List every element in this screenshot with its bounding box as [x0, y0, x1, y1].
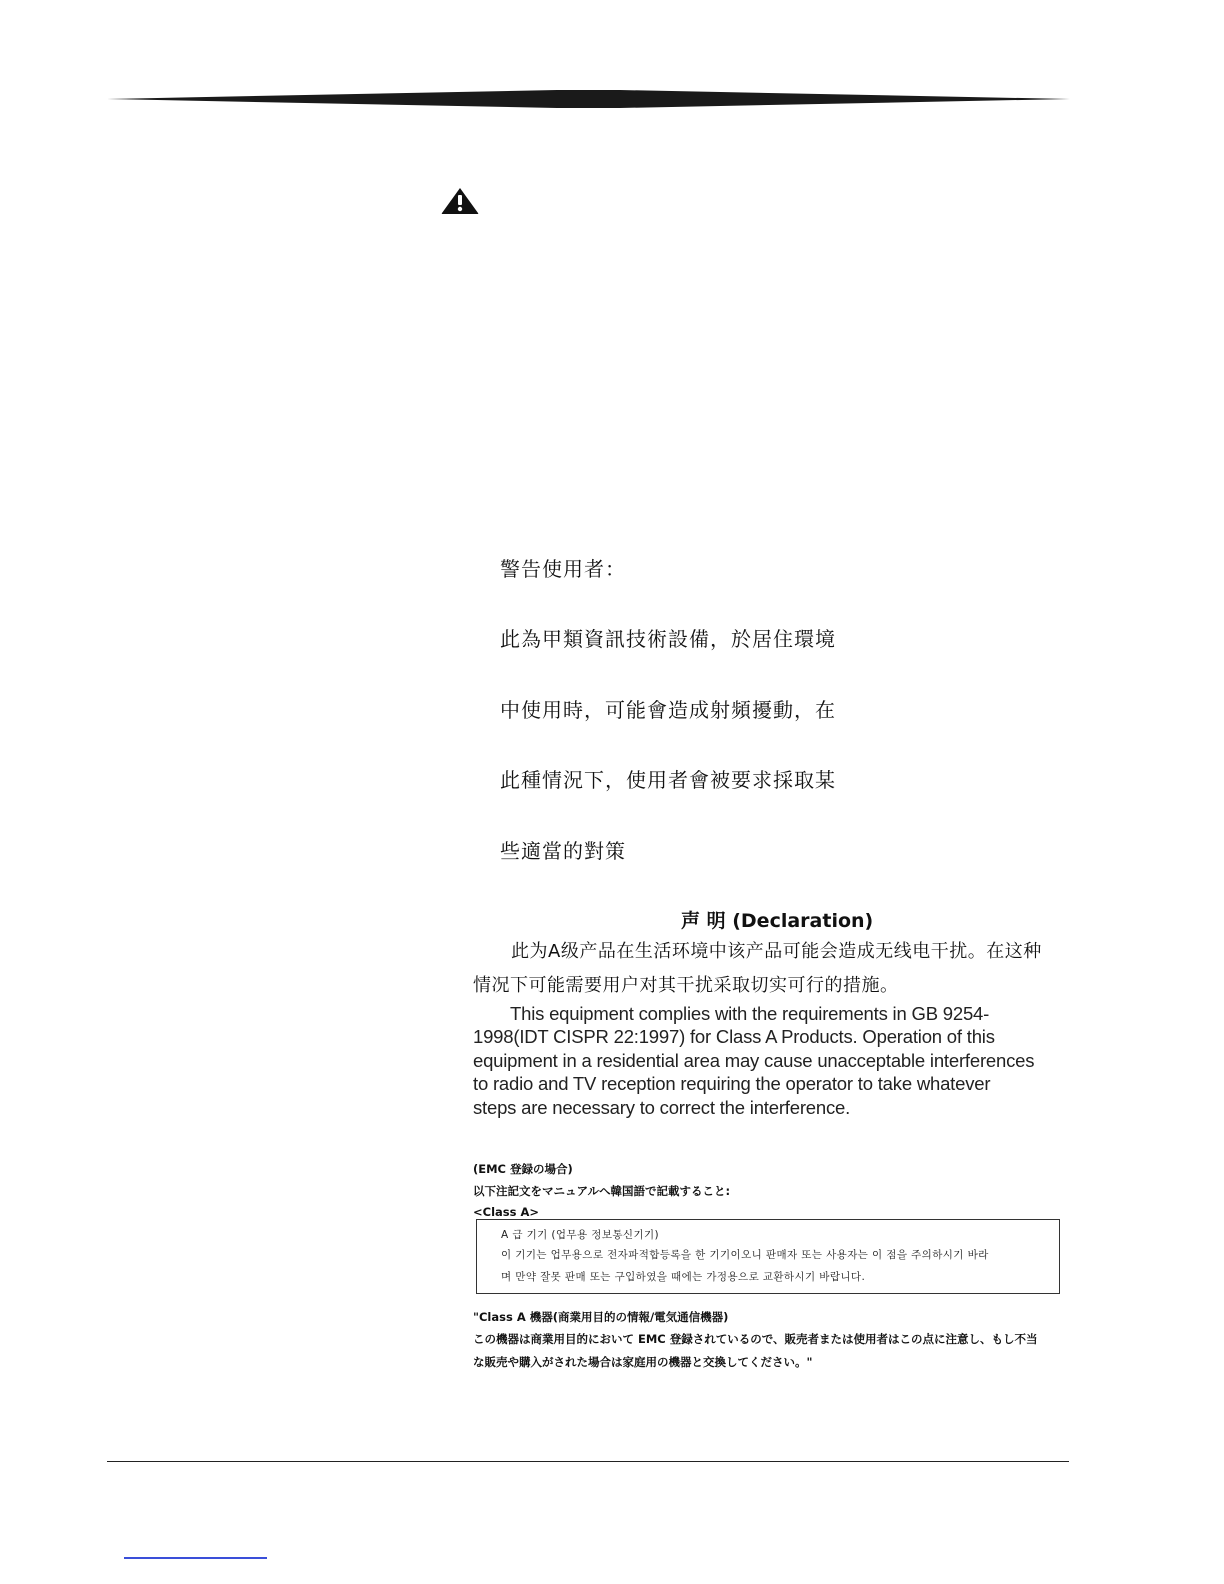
footer-link-underline[interactable]: [124, 1557, 267, 1559]
emc-instruction-note: 以下注記文をマニュアルへ韓国語で記載すること:: [473, 1184, 731, 1198]
declaration-chinese-line: 此为A级产品在生活环境中该产品可能会造成无线电干扰。在这种: [511, 941, 1042, 962]
japan-notice-line: この機器は商業用目的において EMC 登録されているので、販売者または使用者はこの点に注意し、もし不当: [473, 1332, 1038, 1346]
bsmi-warning-line: 此種情況下，使用者會被要求採取某: [500, 768, 836, 792]
declaration-english-line: to radio and TV reception requiring the operator to take whatever: [473, 1073, 991, 1095]
header-rule: [107, 88, 1070, 110]
japan-notice-heading: "Class A 機器(商業用目的の情報/電気通信機器): [473, 1310, 729, 1324]
declaration-title: 声 明 (Declaration): [681, 910, 874, 932]
declaration-english-line: 1998(IDT CISPR 22:1997) for Class A Products. Operation of this: [473, 1026, 995, 1048]
declaration-chinese-line: 情况下可能需要用户对其干扰采取切实可行的措施。: [473, 975, 899, 996]
japan-notice-line: な販売や購入がされた場合は家庭用の機器と交換してください。": [473, 1355, 813, 1369]
bsmi-warning-line: 警告使用者：: [500, 557, 626, 581]
declaration-english-line: This equipment complies with the requirements in GB 9254-: [510, 1003, 990, 1024]
bsmi-warning-line: 中使用時，可能會造成射頻擾動，在: [500, 698, 836, 722]
bsmi-warning-line: 些適當的對策: [500, 839, 626, 863]
warning-icon: [440, 187, 480, 215]
declaration-english-line: equipment in a residential area may cause unacceptable interferences: [473, 1049, 1035, 1071]
declaration-english-paragraph: [473, 1002, 1073, 1119]
class-a-label: <Class A>: [473, 1205, 540, 1219]
korean-notice-heading: A 급 기기 (업무용 정보통신기기): [501, 1229, 660, 1241]
korean-notice-box: [476, 1219, 1060, 1294]
emc-registration-note: (EMC 登録の場合): [473, 1162, 573, 1176]
bsmi-warning-line: 此為甲類資訊技術設備，於居住環境: [500, 627, 836, 651]
korean-notice-line: 며 만약 잘못 판매 또는 구입하였을 때에는 가정용으로 교환하시기 바랍니다.: [501, 1271, 866, 1283]
footer-rule: [107, 1461, 1069, 1462]
korean-notice-line: 이 기기는 업무용으로 전자파적합등록을 한 기기이오니 판매자 또는 사용자는 이 점을 주의하시기 바라: [501, 1249, 989, 1261]
declaration-english-line: steps are necessary to correct the interference.: [473, 1096, 851, 1118]
